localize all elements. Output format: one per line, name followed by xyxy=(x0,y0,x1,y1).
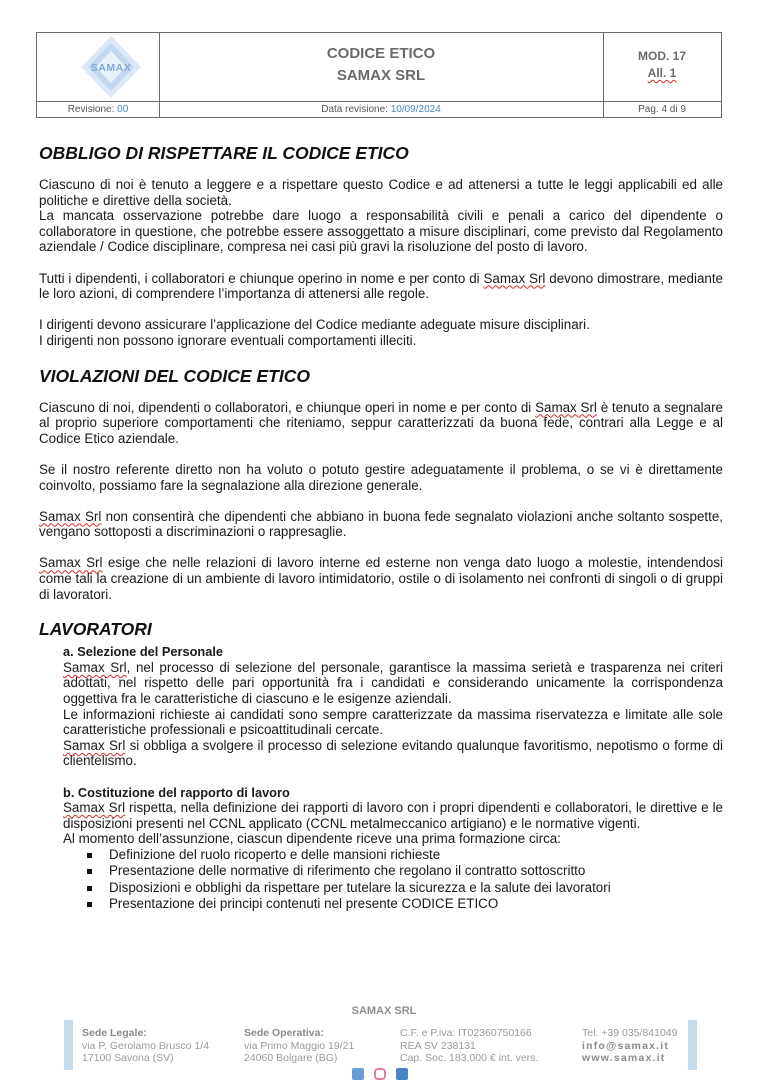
document-footer xyxy=(0,1005,768,1085)
contacts xyxy=(582,1027,677,1065)
website-link[interactable]: www.samax.it xyxy=(582,1052,666,1064)
brand-name: Samax Srl xyxy=(63,800,126,816)
op-line: 24060 Bolgare (BG) xyxy=(244,1052,338,1064)
subsection-selection xyxy=(39,644,723,847)
footer-company: SAMAX SRL xyxy=(351,1005,417,1017)
logo-text: SAMAX xyxy=(90,62,132,74)
doc-company: SAMAX SRL xyxy=(336,67,426,84)
header-bottom-row xyxy=(37,101,721,118)
text: esige che nelle relazioni di lavoro interne ed esterne non venga dato luogo a molestie, intendendosi come tali la creazione di un ambiente di lavoro intimidatorio, ostile o di isolamento nei confronti di singoli o di gruppi di lavoratori. xyxy=(39,555,723,602)
op-line: via Primo Maggio 19/21 xyxy=(244,1039,355,1052)
paragraph: Le informazioni richieste ai candidati sono sempre caratterizzate da massima riservatezza e limitate alle sole caratteristiche professionali e psicoattitudinali cercate. xyxy=(63,706,723,738)
social-icons xyxy=(352,1068,415,1080)
attachment-number xyxy=(603,65,721,82)
brand-name: Samax Srl xyxy=(63,737,126,753)
revision-label: Revisione: xyxy=(67,104,118,115)
fiscal-line: C.F. e P.iva: IT02360750166 xyxy=(400,1027,532,1039)
document-header xyxy=(36,32,722,118)
paragraph xyxy=(39,509,723,540)
section-title: LAVORATORI xyxy=(39,619,152,640)
email-link[interactable]: info@samax.it xyxy=(582,1039,670,1052)
text: Ciascuno di noi, dipendenti o collaboratori, e chiunque operi in nome e per conto di xyxy=(39,399,536,415)
paragraph xyxy=(39,271,723,302)
revision xyxy=(37,101,160,118)
brand-name: Samax Srl xyxy=(535,399,597,415)
text: rispetta, nella definizione dei rapporti di lavoro con i propri dipendenti e collaboratori, le direttive e le disposizioni presenti nel CCNL applicato (CCNL metalmeccanico artigiano) e le normative vigenti. xyxy=(63,800,724,831)
date-label: Data revisione: xyxy=(321,104,391,115)
text: è tenuto a segnalare al proprio superiore comportamenti che riteniamo, seppur caratterizzati da buona fede, contrari alla Legge e al Codice Etico aziendale. xyxy=(39,399,723,446)
brand-name: Samax Srl xyxy=(39,508,102,524)
section-title: OBBLIGO DI RISPETTARE IL CODICE ETICO xyxy=(39,143,409,163)
text: Tutti i dipendenti, i collaboratori e chiunque operino in nome e per conto di xyxy=(39,270,484,286)
section-title: VIOLAZIONI DEL CODICE ETICO xyxy=(39,365,310,386)
logo-cell xyxy=(37,33,160,101)
revision-date xyxy=(159,101,604,118)
mod-cell xyxy=(603,33,721,101)
paragraph xyxy=(63,660,723,707)
title-cell xyxy=(159,33,604,101)
instagram-icon[interactable] xyxy=(374,1068,386,1080)
paragraph: I dirigenti non possono ignorare eventuali comportamenti illeciti. xyxy=(39,332,417,348)
revision-value: 00 xyxy=(117,104,129,115)
paragraph: Ciascuno di noi è tenuto a leggere e a rispettare questo Codice e ad attenersi a tutte le leggi applicabili ed alle politiche e direttive della società. xyxy=(39,177,723,208)
paragraph xyxy=(39,555,723,602)
text: si obbliga a svolgere il processo di selezione evitando qualunque favoritismo, nepotismo o forme di clientelismo. xyxy=(63,737,723,769)
brand-name: Samax Srl xyxy=(63,659,127,675)
subsection-title: a. Selezione del Personale xyxy=(63,644,224,660)
text: non consentirà che dipendenti che abbiano in buona fede segnalato violazioni anche soltanto sospette, vengano sottoposti a discriminazioni o rappresaglie. xyxy=(39,508,724,540)
brand-name: Samax Srl xyxy=(39,555,103,571)
paragraph: I dirigenti devono assicurare l’applicazione del Codice mediante adeguate misure disciplinari. xyxy=(39,317,590,333)
doc-title: CODICE ETICO xyxy=(326,45,436,62)
attachment-text: All. 1 xyxy=(647,66,677,80)
text: devono dimostrare, mediante le loro azioni, di comprendere l’importanza di attenersi alle regole. xyxy=(39,270,724,302)
list-item: Presentazione dei principi contenuti nel presente CODICE ETICO xyxy=(87,896,723,912)
paragraph xyxy=(63,800,723,831)
paragraph: La mancata osservazione potrebbe dare luogo a responsabilità civili e penali a carico del dipendente o collaboratore in questione, che potrebbe essere assoggettato a misure disciplinari, come previsto dal Regolamento aziendale / Codice disciplinare, compresa nei casi più gravi la risoluzione del posto di lavoro. xyxy=(39,208,723,255)
op-label: Sede Operativa: xyxy=(244,1027,324,1039)
operative-address xyxy=(244,1027,354,1065)
date-value: 10/09/2024 xyxy=(390,104,441,115)
phone: Tel. +39 035/841049 xyxy=(582,1027,678,1039)
subsection-title: b. Costituzione del rapporto di lavoro xyxy=(63,784,290,800)
mod-number: MOD. 17 xyxy=(637,49,686,63)
list-item: Presentazione delle normative di riferimento che regolano il contratto sottoscritto xyxy=(87,863,723,879)
footer-bar-right xyxy=(688,1020,697,1070)
list-item: Definizione del ruolo ricoperto e delle mansioni richieste xyxy=(87,847,723,863)
facebook-icon[interactable] xyxy=(352,1068,364,1080)
legal-line: via P. Gerolamo Brusco 1/4 xyxy=(82,1039,210,1052)
paragraph xyxy=(63,738,723,769)
training-list xyxy=(39,847,723,913)
samax-logo xyxy=(80,35,142,99)
linkedin-icon[interactable] xyxy=(396,1068,408,1080)
paragraph: Se il nostro referente diretto non ha voluto o potuto gestire adeguatamente il problema, o se vi è direttamente coinvolto, possiamo fare la segnalazione alla direzione generale. xyxy=(39,461,723,493)
fiscal-info xyxy=(400,1027,538,1065)
legal-line: 17100 Savona (SV) xyxy=(82,1052,174,1064)
fiscal-line: REA SV 238131 xyxy=(400,1039,476,1052)
brand-name: Samax Srl xyxy=(483,270,546,286)
legal-address xyxy=(82,1027,209,1065)
legal-label: Sede Legale: xyxy=(82,1027,147,1039)
fiscal-line: Cap. Soc. 183.000 € int. vers. xyxy=(400,1052,539,1064)
text: , nel processo di selezione del personale, garantisce la massima serietà e trasparenza nei criteri adottati, nel rispetto delle pari opportunità fra i candidati e considerando unicamente la corrispondenza oggettiva fra le caratteristiche di ciascuno e le esigenze aziendali. xyxy=(63,659,723,707)
header-top-row xyxy=(37,33,721,102)
footer-bar-left xyxy=(64,1020,73,1070)
page-number: Pag. 4 di 9 xyxy=(638,104,686,115)
document-body xyxy=(39,142,723,913)
paragraph xyxy=(39,400,723,447)
list-item: Disposizioni e obblighi da rispettare per tutelare la sicurezza e la salute dei lavoratori xyxy=(87,880,723,896)
paragraph: Al momento dell’assunzione, ciascun dipendente riceve una prima formazione circa: xyxy=(63,831,561,847)
